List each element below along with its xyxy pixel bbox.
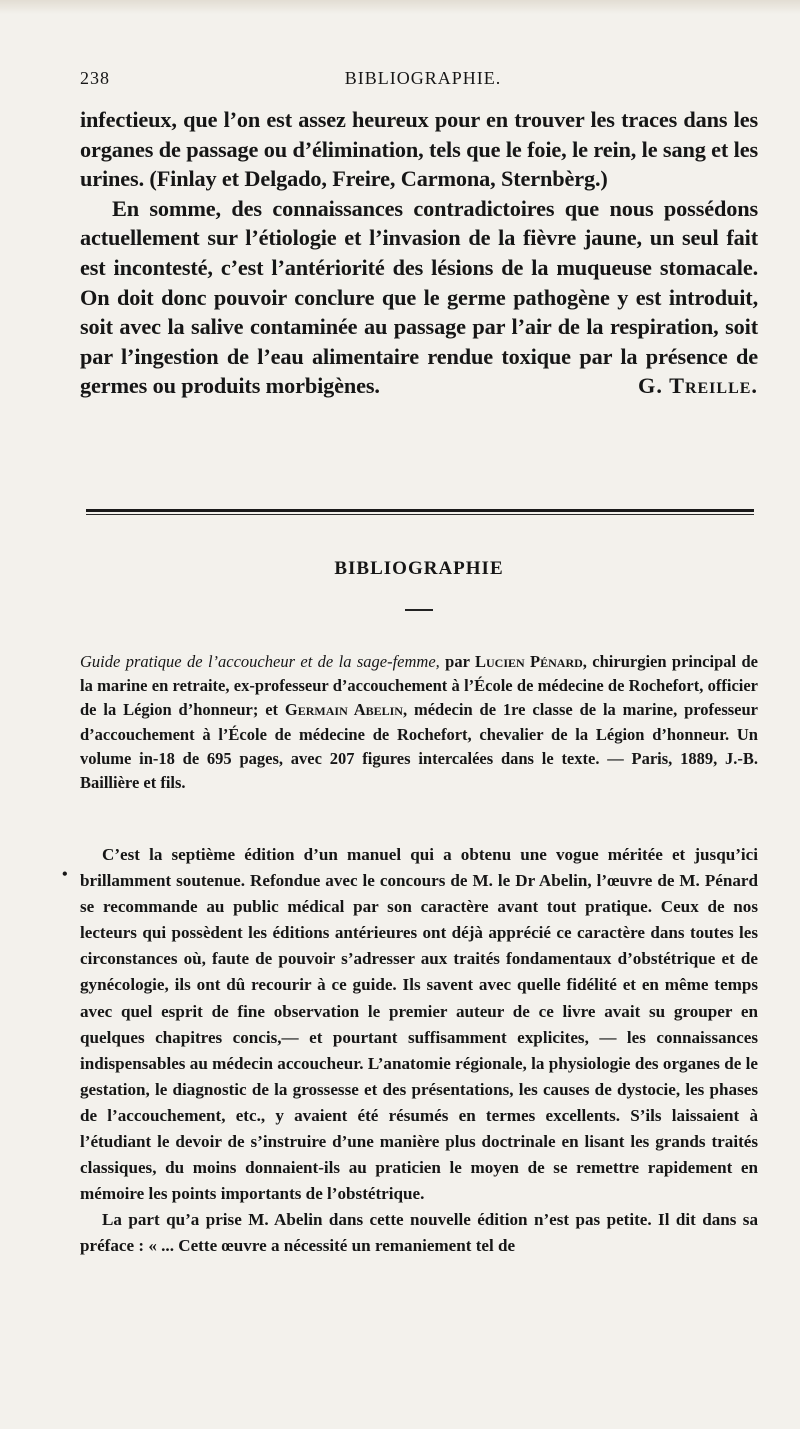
- article-paragraph-2: [80, 194, 758, 401]
- article-paragraph-2-text: En somme, des connaissances contradictoires que nous possédons actuellement sur l’étiologie et l’invasion de la fièvre jaune, un seul fait est incontesté, c’est l’antériorité des lésions de la muqueuse stomacale. On doit donc pouvoir conclure que le germe pathogène y est introduit, soit avec la salive contaminée au passage par l’air de la respiration, soit par l’ingestion de l’eau alimentaire rendue toxique par la présence de germes ou produits morbigènes.: [80, 195, 758, 399]
- review-paragraph-2: La part qu’a prise M. Abelin dans cette nouvelle édition n’est pas petite. Il dit dans sa préface : « ... Cette œuvre a nécessité un remaniement tel de: [80, 1210, 758, 1256]
- author-signature: G. Treille.: [637, 373, 758, 399]
- section-short-rule: [405, 609, 433, 611]
- article-paragraph-1: infectieux, que l’on est assez heureux pour en trouver les traces dans les organes de passage ou d’élimination, tels que le foie, le rein, le sang et les urines. (Finlay et Delgado, Freire, Carmona, Sternbèrg.): [80, 107, 758, 192]
- section-title: BIBLIOGRAPHIE: [334, 558, 504, 579]
- review-paragraph-1: C’est la septième édition d’un manuel qui a obtenu une vogue méritée et jusqu’ici brillamment soutenue. Refondue avec le concours de M. le Dr Abelin, l’œuvre de M. Pénard se recommande au public médical par son caractère avant tout pratique. Ceux de nos lecteurs qui possèdent les éditions antérieures ont déjà apprécié ce caractère dans toutes les circonstances où, faute de pouvoir s’adresser aux traités fondamentaux d’obstétrique et de gynécologie, ils ont dû recourir à ce guide. Ils savent avec quelle fidélité et en même temps avec quel esprit de fine observation le premier auteur de ce livre avait su grouper en quelques chapitres concis,— et pourtant suffisamment explicites, — les connaissances indispensables au médecin accoucheur. L’anatomie régionale, la physiologie des organes de le gestation, le diagnostic de la grossesse et des présentations, les causes de dystocie, les phases de l’accouchement, etc., y avaient été résumés en termes excellents. S’ils laissaient à l’étudiant le devoir de s’instruire d’une manière plus doctrinale en lisant les grands traités classiques, du moins donnaient-ils au praticien le moyen de se remettre rapidement en mémoire les points importants de l’obstétrique.: [80, 845, 758, 1204]
- author-2-description: , médecin de 1re classe de la marine, professeur d’accouchement à l’École de médecine de Rochefort, chevalier de la Légion d’honneur. Un volume in-18 de 695 pages, avec 207 figures intercalées dans le texte. — Paris, 1889, J.-B. Baillière et fils.: [80, 700, 759, 793]
- section-divider-thin: [86, 514, 754, 515]
- citation-par: par: [439, 652, 475, 671]
- author-1-name: Lucien Pénard: [474, 652, 583, 671]
- page-number: 238: [80, 68, 110, 88]
- margin-mark: •: [62, 866, 68, 883]
- book-review: [80, 842, 758, 1260]
- author-1-description: , chirurgien principal de la marine en retraite, ex-professeur d’accouchement à l’École de médecine de Rochefort, officier de la Légion d’honneur; et: [80, 652, 758, 720]
- book-citation: [80, 650, 758, 795]
- author-2-name: Germain Abelin: [284, 700, 403, 720]
- running-title: BIBLIOGRAPHIE.: [344, 68, 502, 88]
- book-title: Guide pratique de l’accoucheur et de la sage-femme,: [80, 652, 440, 671]
- article-conclusion: [80, 105, 758, 401]
- scan-edge: [0, 0, 800, 14]
- section-divider-thick: [86, 509, 754, 512]
